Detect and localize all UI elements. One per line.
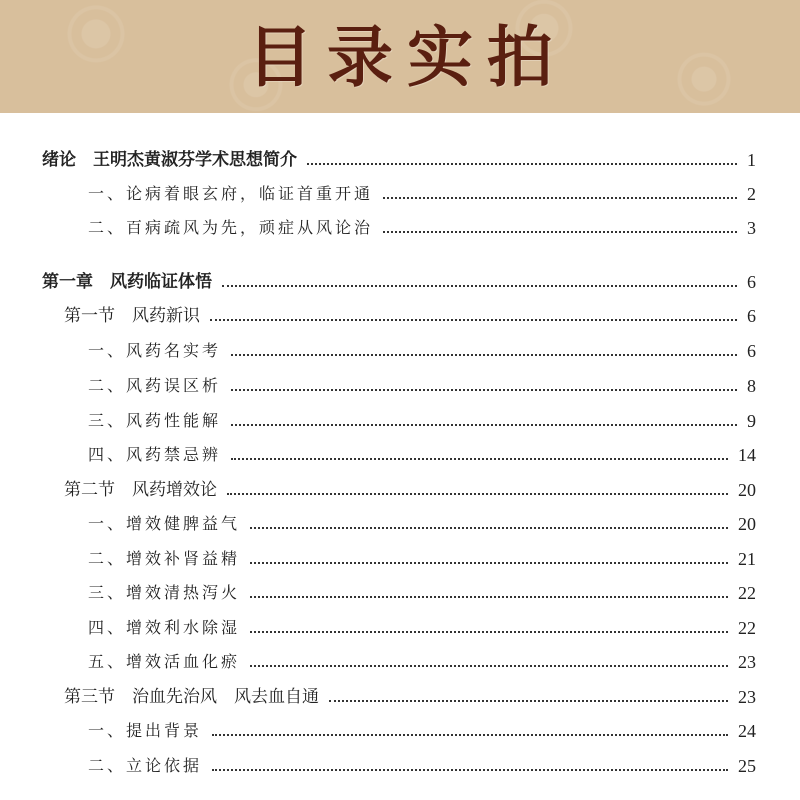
- toc-entry-label: 三、风药性能解: [88, 411, 222, 430]
- toc-leader: [231, 389, 737, 391]
- toc-leader: [329, 700, 728, 702]
- toc-entry-label: 二、百病疏风为先，顽症从风论治: [88, 218, 374, 237]
- toc-entry-page: 8: [747, 376, 756, 396]
- toc-leader: [307, 163, 737, 165]
- toc-leader: [250, 631, 728, 633]
- toc-entry-page: 22: [738, 618, 756, 638]
- toc-entry: [88, 402, 756, 432]
- toc-entry-label: 第二节 风药增效论: [64, 480, 217, 500]
- toc-entry-page: 2: [747, 184, 756, 204]
- toc-entry-label: 二、立论依据: [88, 756, 203, 775]
- toc-entry-label: 四、增效利水除湿: [88, 618, 241, 637]
- toc-entry: [88, 712, 756, 742]
- toc-leader: [250, 665, 728, 667]
- toc-entry-label: 一、增效健脾益气: [88, 514, 241, 533]
- toc-entry-page: 3: [747, 218, 756, 238]
- toc-entry-page: 14: [738, 445, 756, 465]
- toc-entry: [64, 297, 756, 327]
- toc-leader: [210, 319, 737, 321]
- toc-leader: [231, 458, 728, 460]
- toc-leader: [212, 769, 728, 771]
- toc-entry-page: 9: [747, 411, 756, 431]
- toc-entry-label: 绪论 王明杰黄淑芬学术思想简介: [42, 150, 297, 170]
- toc-entry-page: 1: [747, 150, 756, 170]
- page-title: 目录实拍: [247, 17, 567, 96]
- toc-entry: [88, 574, 756, 604]
- toc-entry: [88, 332, 756, 362]
- toc-entry: [64, 678, 756, 708]
- toc-entry-page: 6: [747, 306, 756, 326]
- toc-entry-page: 23: [738, 687, 756, 707]
- toc-entry-page: 22: [738, 583, 756, 603]
- toc-entry: [88, 209, 756, 239]
- toc-entry: [88, 436, 756, 466]
- toc-entry: [88, 609, 756, 639]
- toc-entry: [88, 747, 756, 777]
- toc-entry-label: 第三节 治血先治风 风去血自通: [64, 687, 319, 707]
- toc-entry-label: 三、增效清热泻火: [88, 583, 241, 602]
- toc-leader: [222, 285, 737, 287]
- toc-entry-label: 第一章 风药临证体悟: [42, 272, 212, 292]
- toc-entry-page: 24: [738, 721, 756, 741]
- toc-entry-label: 四、风药禁忌辨: [88, 445, 222, 464]
- toc-entry: [88, 367, 756, 397]
- toc-entry-label: 五、增效活血化瘀: [88, 652, 241, 671]
- toc-leader: [383, 197, 737, 199]
- toc-entry: [88, 643, 756, 673]
- toc-entry: [88, 175, 756, 205]
- toc-entry-page: 6: [747, 272, 756, 292]
- toc-entry-label: 第一节 风药新识: [64, 306, 200, 326]
- toc-leader: [212, 734, 728, 736]
- toc-entry-page: 23: [738, 652, 756, 672]
- toc-entry-label: 一、论病着眼玄府，临证首重开通: [88, 184, 374, 203]
- header-banner: [0, 0, 800, 113]
- toc-entry-page: 6: [747, 341, 756, 361]
- toc-entry-page: 20: [738, 480, 756, 500]
- toc-entry-label: 二、增效补肾益精: [88, 549, 241, 568]
- toc-entry-page: 25: [738, 756, 756, 776]
- toc-entry: [42, 263, 756, 293]
- toc-leader: [250, 596, 728, 598]
- toc-entry-label: 一、风药名实考: [88, 341, 222, 360]
- toc-entry-label: 一、提出背景: [88, 721, 203, 740]
- toc-entry: [88, 505, 756, 535]
- toc-entry: [88, 540, 756, 570]
- toc-leader: [231, 354, 737, 356]
- toc-leader: [383, 231, 737, 233]
- toc-leader: [227, 493, 728, 495]
- toc-entry-label: 二、风药误区析: [88, 376, 222, 395]
- toc-entry-page: 20: [738, 514, 756, 534]
- toc-leader: [250, 562, 728, 564]
- toc-leader: [231, 424, 737, 426]
- toc-entry: [42, 141, 756, 171]
- toc-entry: [64, 471, 756, 501]
- toc-leader: [250, 527, 728, 529]
- toc-entry-page: 21: [738, 549, 756, 569]
